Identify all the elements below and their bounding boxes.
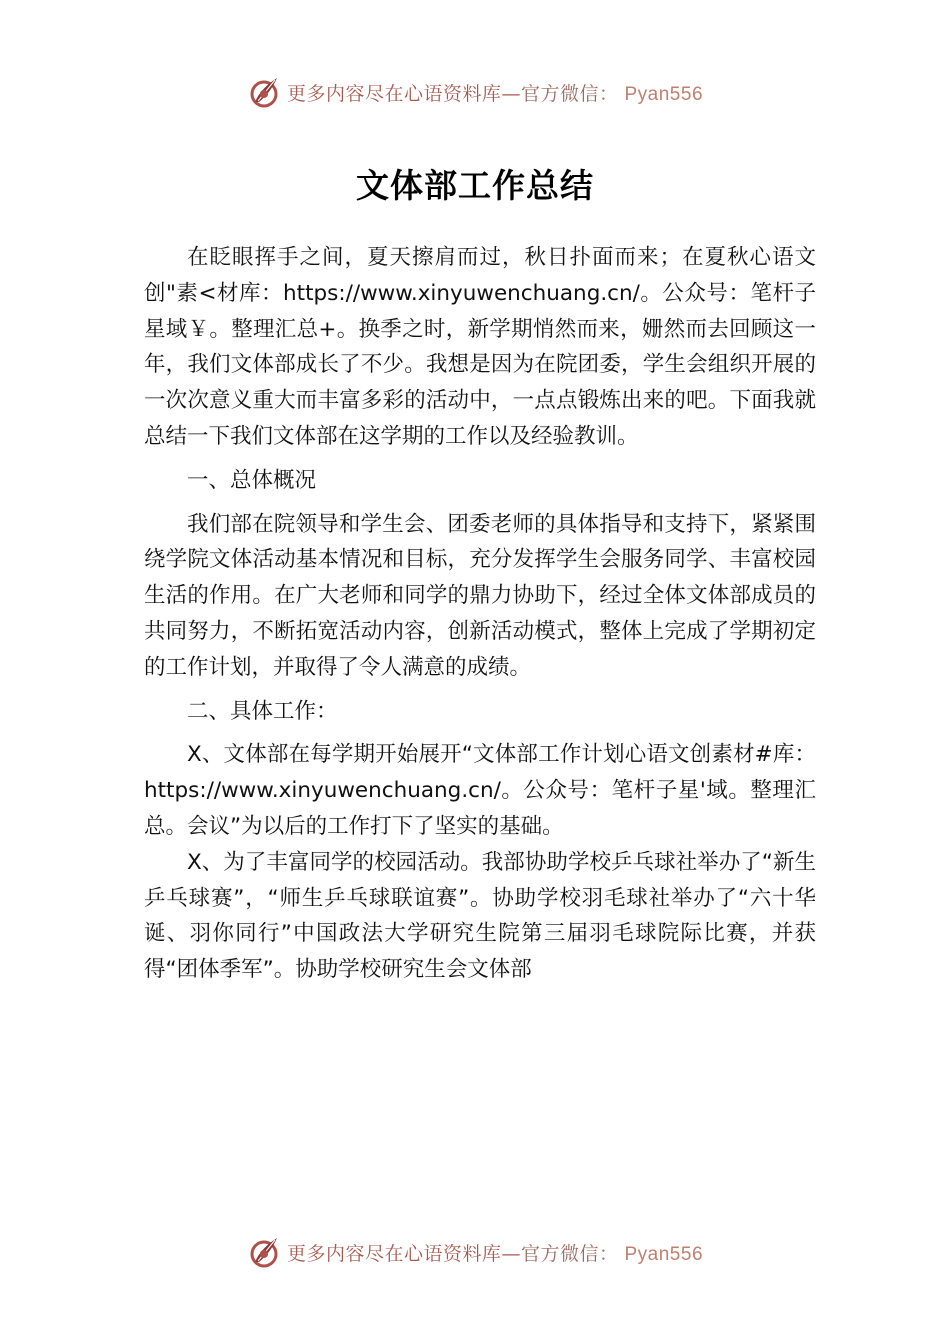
quill-ink-logo-icon xyxy=(247,74,283,110)
document-title: 文体部工作总结 xyxy=(356,166,594,205)
quill-ink-logo-icon xyxy=(247,1234,283,1270)
banner-separator: — xyxy=(501,82,521,105)
banner-sub-text: 官方微信： xyxy=(520,1242,619,1265)
banner-text xyxy=(287,79,703,106)
paragraph-work-item-1: X、文体部在每学期开始展开“文体部工作计划心语文创素材#库：https://www.xinyuwenchuang.cn/。公众号：笔杆子星'域。整理汇总。会议”为以后的工作打下了坚实的基础。 xyxy=(144,742,816,839)
banner-sub-text: 官方微信： xyxy=(520,82,619,105)
banner-account: Pyan556 xyxy=(624,1243,704,1265)
footer-banner xyxy=(0,1232,950,1272)
section-heading-specific-work: 二、具体工作： xyxy=(187,698,338,724)
document-body xyxy=(144,240,816,988)
section-heading-overview: 一、总体概况 xyxy=(187,467,317,493)
banner-separator: — xyxy=(501,1242,521,1265)
banner-main-text: 更多内容尽在心语资料库 xyxy=(286,82,502,105)
banner-text xyxy=(287,1239,703,1266)
header-banner xyxy=(0,72,950,112)
banner-main-text: 更多内容尽在心语资料库 xyxy=(286,1242,502,1265)
paragraph-intro: 在眨眼挥手之间，夏天擦肩而过，秋日扑面而来；在夏秋心语文创"素<材库：https://www.xinyuwenchuang.cn/。公众号：笔杆子星域￥。整理汇总+。换季之时，新学期悄然而来，姗然而去回顾这一年，我们文体部成长了不少。我想是因为在院团委，学生会组织开展的一次次意义重大而丰富多彩的活动中，一点点锻炼出来的吧。下面我就总结一下我们文体部在这学期的工作以及经验教训。 xyxy=(144,245,816,449)
paragraph-work-item-2: X、为了丰富同学的校园活动。我部协助学校乒乓球社举办了“新生乒乓球赛”，“师生乒乓球联谊赛”。协助学校羽毛球社举办了“六十华诞、羽你同行”中国政法大学研究生院第三届羽毛球院际比赛，并获得“团体季军”。协助学校研究生会文体部 xyxy=(144,849,816,983)
paragraph-overview: 我们部在院领导和学生会、团委老师的具体指导和支持下，紧紧围绕学院文体活动基本情况和目标，充分发挥学生会服务同学、丰富校园生活的作用。在广大老师和同学的鼎力协助下，经过全体文体部成员的共同努力，不断拓宽活动内容，创新活动模式，整体上完成了学期初定的工作计划，并取得了令人满意的成绩。 xyxy=(144,511,816,680)
banner-account: Pyan556 xyxy=(624,83,704,105)
